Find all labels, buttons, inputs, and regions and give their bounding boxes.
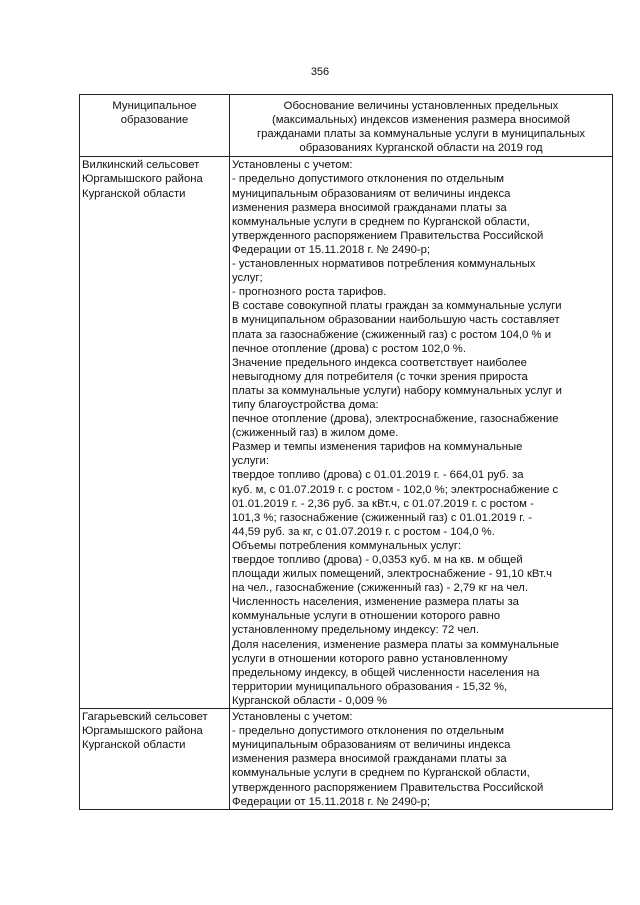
justification-cell bbox=[230, 709, 613, 810]
text-line: твердое топливо (дрова) с 01.01.2019 г. - 664,01 руб. за bbox=[232, 469, 524, 482]
text-line: 01.01.2019 г. - 2,36 руб. за кВт.ч, с 01.07.2019 г. с ростом - bbox=[232, 497, 534, 510]
justification-cell bbox=[230, 157, 613, 709]
text-line: Установлены с учетом: bbox=[232, 159, 353, 172]
text-line: (сжиженный газ) в жилом доме. bbox=[232, 427, 399, 440]
text-line: Юргамышского района bbox=[82, 725, 203, 738]
text-line: Значение предельного индекса соответствует наиболее bbox=[232, 356, 527, 369]
text-line: коммунальные услуги в среднем по Курганской области, bbox=[232, 215, 530, 228]
header-municipality bbox=[80, 95, 230, 157]
text-line: куб. м, с 01.07.2019 г. с ростом - 102,0 %; электроснабжение с bbox=[232, 483, 559, 496]
text-line: муниципальным образованиям от величины индекса bbox=[232, 739, 511, 752]
text-line: Курганской области bbox=[82, 739, 186, 752]
text-line: установленному предельному индексу: 72 чел. bbox=[232, 624, 479, 637]
text-line: изменения размера вносимой гражданами платы за bbox=[232, 753, 507, 766]
text-line: невыгодному для потребителя (с точки зрения прироста bbox=[232, 370, 528, 383]
text-line: печное отопление (дрова) с ростом 102,0 %. bbox=[232, 342, 466, 355]
text-line: предельному индексу, в общей численности населения на bbox=[232, 666, 540, 679]
table-row bbox=[80, 709, 613, 810]
text-line: Установлены с учетом: bbox=[232, 711, 353, 724]
text-line: Федерации от 15.11.2018 г. № 2490-р; bbox=[232, 795, 431, 808]
text-line: твердое топливо (дрова) - 0,0353 куб. м на кв. м общей bbox=[232, 554, 523, 566]
text-line: Муниципальное bbox=[112, 100, 197, 112]
text-line: Гагарьевский сельсовет bbox=[82, 711, 208, 724]
text-line: 44,59 руб. за кг, с 01.07.2019 г. с ростом - 104,0 %. bbox=[232, 525, 495, 538]
header-justification bbox=[230, 95, 613, 157]
text-line: - прогнозного роста тарифов. bbox=[232, 286, 387, 299]
text-line: образованиях Курганской области на 2019 год bbox=[299, 142, 543, 155]
text-line: коммунальные услуги в отношении которого равно bbox=[232, 610, 501, 623]
text-line: Доля населения, изменение размера платы за коммунальные bbox=[232, 638, 560, 651]
text-line: коммунальные услуги в среднем по Курганской области, bbox=[232, 767, 530, 780]
text-line: на чел., газоснабжение (сжиженный газ) - 2,79 кг на чел. bbox=[232, 582, 528, 595]
municipality-cell bbox=[80, 157, 230, 709]
text-line: 101,3 %; газоснабжение (сжиженный газ) с 01.01.2019 г. - bbox=[232, 511, 533, 524]
text-line: В составе совокупной платы граждан за коммунальные услуги bbox=[232, 300, 562, 313]
text-line: типу благоустройства дома: bbox=[232, 398, 379, 411]
text-line: Курганской области bbox=[82, 187, 186, 200]
justification-table bbox=[79, 94, 613, 810]
text-line: изменения размера вносимой гражданами платы за bbox=[232, 201, 507, 214]
text-line: образование bbox=[120, 114, 189, 127]
text-line: площади жилых помещений, электроснабжение - 91,10 кВт.ч bbox=[232, 568, 553, 581]
text-line: печное отопление (дрова), электроснабжение, газоснабжение bbox=[232, 413, 559, 426]
text-line: услуги в отношении которого равно установленному bbox=[232, 652, 508, 665]
text-line: Численность населения, изменение размера платы за bbox=[232, 596, 519, 609]
text-line: муниципальным образованиям от величины индекса bbox=[232, 187, 511, 200]
text-line: в муниципальном образовании наибольшую часть составляет bbox=[232, 314, 560, 327]
text-line: Обоснование величины установленных предельных bbox=[283, 100, 559, 112]
text-line: Вилкинский сельсовет bbox=[82, 159, 200, 172]
text-line: платы за коммунальные услуги) набору коммунальных услуг и bbox=[232, 384, 562, 397]
text-line: Объемы потребления коммунальных услуг: bbox=[232, 539, 462, 552]
text-line: Юргамышского района bbox=[82, 173, 203, 186]
text-line: Размер и темпы изменения тарифов на коммунальные bbox=[232, 441, 523, 454]
text-line: Федерации от 15.11.2018 г. № 2490-р; bbox=[232, 243, 431, 256]
table-header-row bbox=[80, 95, 613, 157]
text-line: Курганской области - 0,009 % bbox=[232, 694, 387, 707]
text-line: утвержденного распоряжением Правительства Российской bbox=[232, 781, 544, 794]
text-line: плата за газоснабжение (сжиженный газ) с ростом 104,0 % и bbox=[232, 328, 552, 341]
text-line: (максимальных) индексов изменения размера вносимой bbox=[271, 114, 571, 127]
text-line: утвержденного распоряжением Правительства Российской bbox=[232, 229, 544, 242]
text-line: услуг; bbox=[232, 272, 263, 285]
text-line: - предельно допустимого отклонения по отдельным bbox=[232, 725, 505, 738]
table-row bbox=[80, 157, 613, 709]
text-line: - предельно допустимого отклонения по отдельным bbox=[232, 173, 505, 186]
text-line: гражданами платы за коммунальные услуги в муниципальных bbox=[257, 128, 585, 141]
text-line: услуги: bbox=[232, 455, 269, 468]
municipality-cell bbox=[80, 709, 230, 810]
text-line: - установленных нормативов потребления коммунальных bbox=[232, 258, 536, 271]
page-number: 356 bbox=[310, 66, 330, 78]
text-line: территории муниципального образования - 15,32 %, bbox=[232, 680, 508, 693]
